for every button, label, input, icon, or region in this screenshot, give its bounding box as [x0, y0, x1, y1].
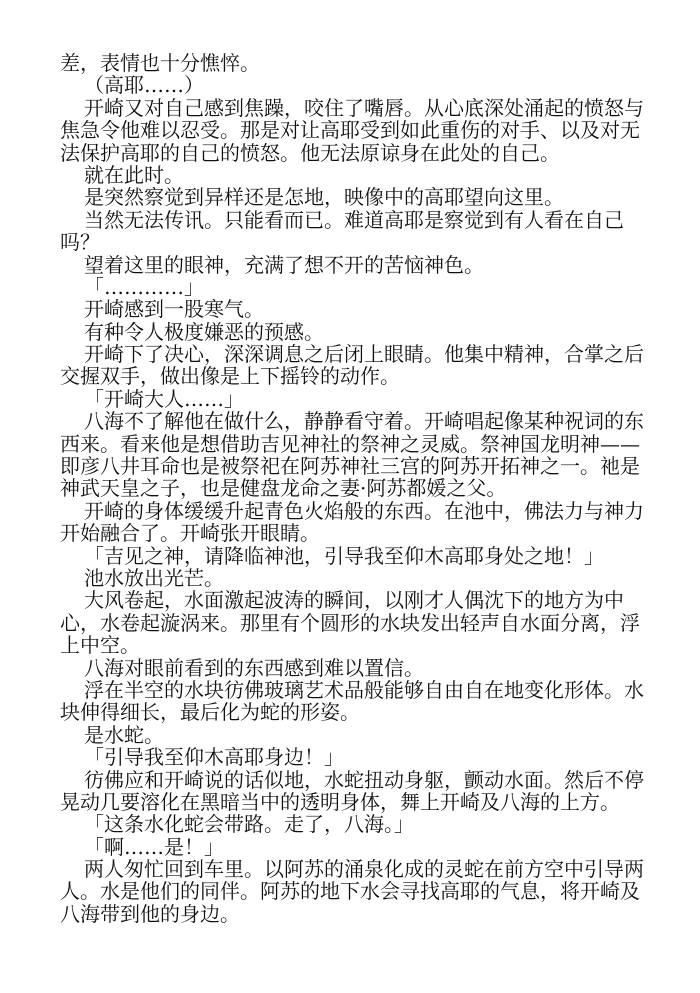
- text-line: 神武天皇之子，也是健盘龙命之妻·阿苏都媛之父。: [60, 476, 507, 501]
- text-line: 就在此时。: [84, 162, 184, 187]
- text-line: 西来。看来他是想借助吉见神社的祭神之灵威。祭神国龙明神——: [60, 431, 640, 456]
- text-line: 开崎又对自己感到焦躁，咬住了嘴唇。从心底深处涌起的愤怒与: [84, 95, 644, 120]
- text-line: 开崎的身体缓缓升起青色火焰般的东西。在池中，佛法力与神力: [84, 498, 644, 523]
- text-line: 上中空。: [60, 633, 140, 658]
- text-line: 八海不了解他在做什么，静静看守着。开崎唱起像某种祝词的东: [84, 409, 644, 434]
- text-line: 开始融合了。开崎张开眼睛。: [60, 521, 320, 546]
- text-line: 人。水是他们的同伴。阿苏的地下水会寻找高耶的气息，将开崎及: [60, 879, 640, 904]
- text-line: 大风卷起，水面激起波涛的瞬间，以刚才人偶沈下的地方为中: [84, 588, 624, 613]
- text-line: 开崎下了决心，深深调息之后闭上眼睛。他集中精神，合掌之后: [84, 342, 644, 367]
- text-line: 「这条水化蛇会带路。走了，八海。」: [84, 812, 414, 837]
- text-line: 「引导我至仰木高耶身边！」: [84, 745, 344, 770]
- text-line: 交握双手，做出像是上下摇铃的动作。: [60, 364, 400, 389]
- text-line: 是突然察觉到异样还是怎地，映像中的高耶望向这里。: [84, 185, 564, 210]
- text-line: 吗？: [60, 230, 100, 255]
- text-line: 晃动几要溶化在黑暗当中的透明身体，舞上开崎及八海的上方。: [60, 789, 620, 814]
- text-line: 差，表情也十分憔悴。: [60, 51, 260, 75]
- text-line: 「啊……是！」: [84, 834, 224, 859]
- text-line: 是水蛇。: [84, 722, 164, 747]
- text-line: 「…………」: [84, 274, 204, 299]
- text-line: 焦急令他难以忍受。那是对让高耶受到如此重伤的对手、以及对无: [60, 118, 640, 143]
- text-line: 「吉见之神，请降临神池，引导我至仰木高耶身处之地！」: [84, 543, 604, 568]
- text-line: 有种令人极度嫌恶的预感。: [84, 319, 324, 344]
- text-line: （高耶……）: [84, 73, 204, 98]
- text-line: 彷佛应和开崎说的话似地，水蛇扭动身躯，颤动水面。然后不停: [84, 767, 644, 792]
- text-line: 池水放出光芒。: [84, 565, 224, 590]
- text-line: 法保护高耶的自己的愤怒。他无法原谅身在此处的自己。: [60, 140, 560, 165]
- text-line: 即彦八井耳命也是被祭祀在阿苏神社三宫的阿苏开拓神之一。祂是: [60, 454, 640, 479]
- text-line: 开崎感到一股寒气。: [84, 297, 264, 322]
- text-line: 八海对眼前看到的东西感到难以置信。: [84, 655, 424, 680]
- text-line: 八海带到他的身边。: [60, 901, 240, 926]
- text-line: 两人匆忙回到车里。以阿苏的涌泉化成的灵蛇在前方空中引导两: [84, 857, 644, 882]
- document-page: [60, 52, 680, 925]
- text-line: 当然无法传讯。只能看而已。难道高耶是察觉到有人看在自己: [84, 207, 624, 232]
- text-line: 望着这里的眼神，充满了想不开的苦恼神色。: [84, 252, 484, 277]
- text-line: 心，水卷起漩涡来。那里有个圆形的水块发出轻声自水面分离，浮: [60, 610, 640, 635]
- text-line: 浮在半空的水块彷佛玻璃艺术品般能够自由自在地变化形体。水: [84, 677, 644, 702]
- text-line: 块伸得细长，最后化为蛇的形姿。: [60, 700, 360, 725]
- text-line: 「开崎大人……」: [84, 386, 244, 411]
